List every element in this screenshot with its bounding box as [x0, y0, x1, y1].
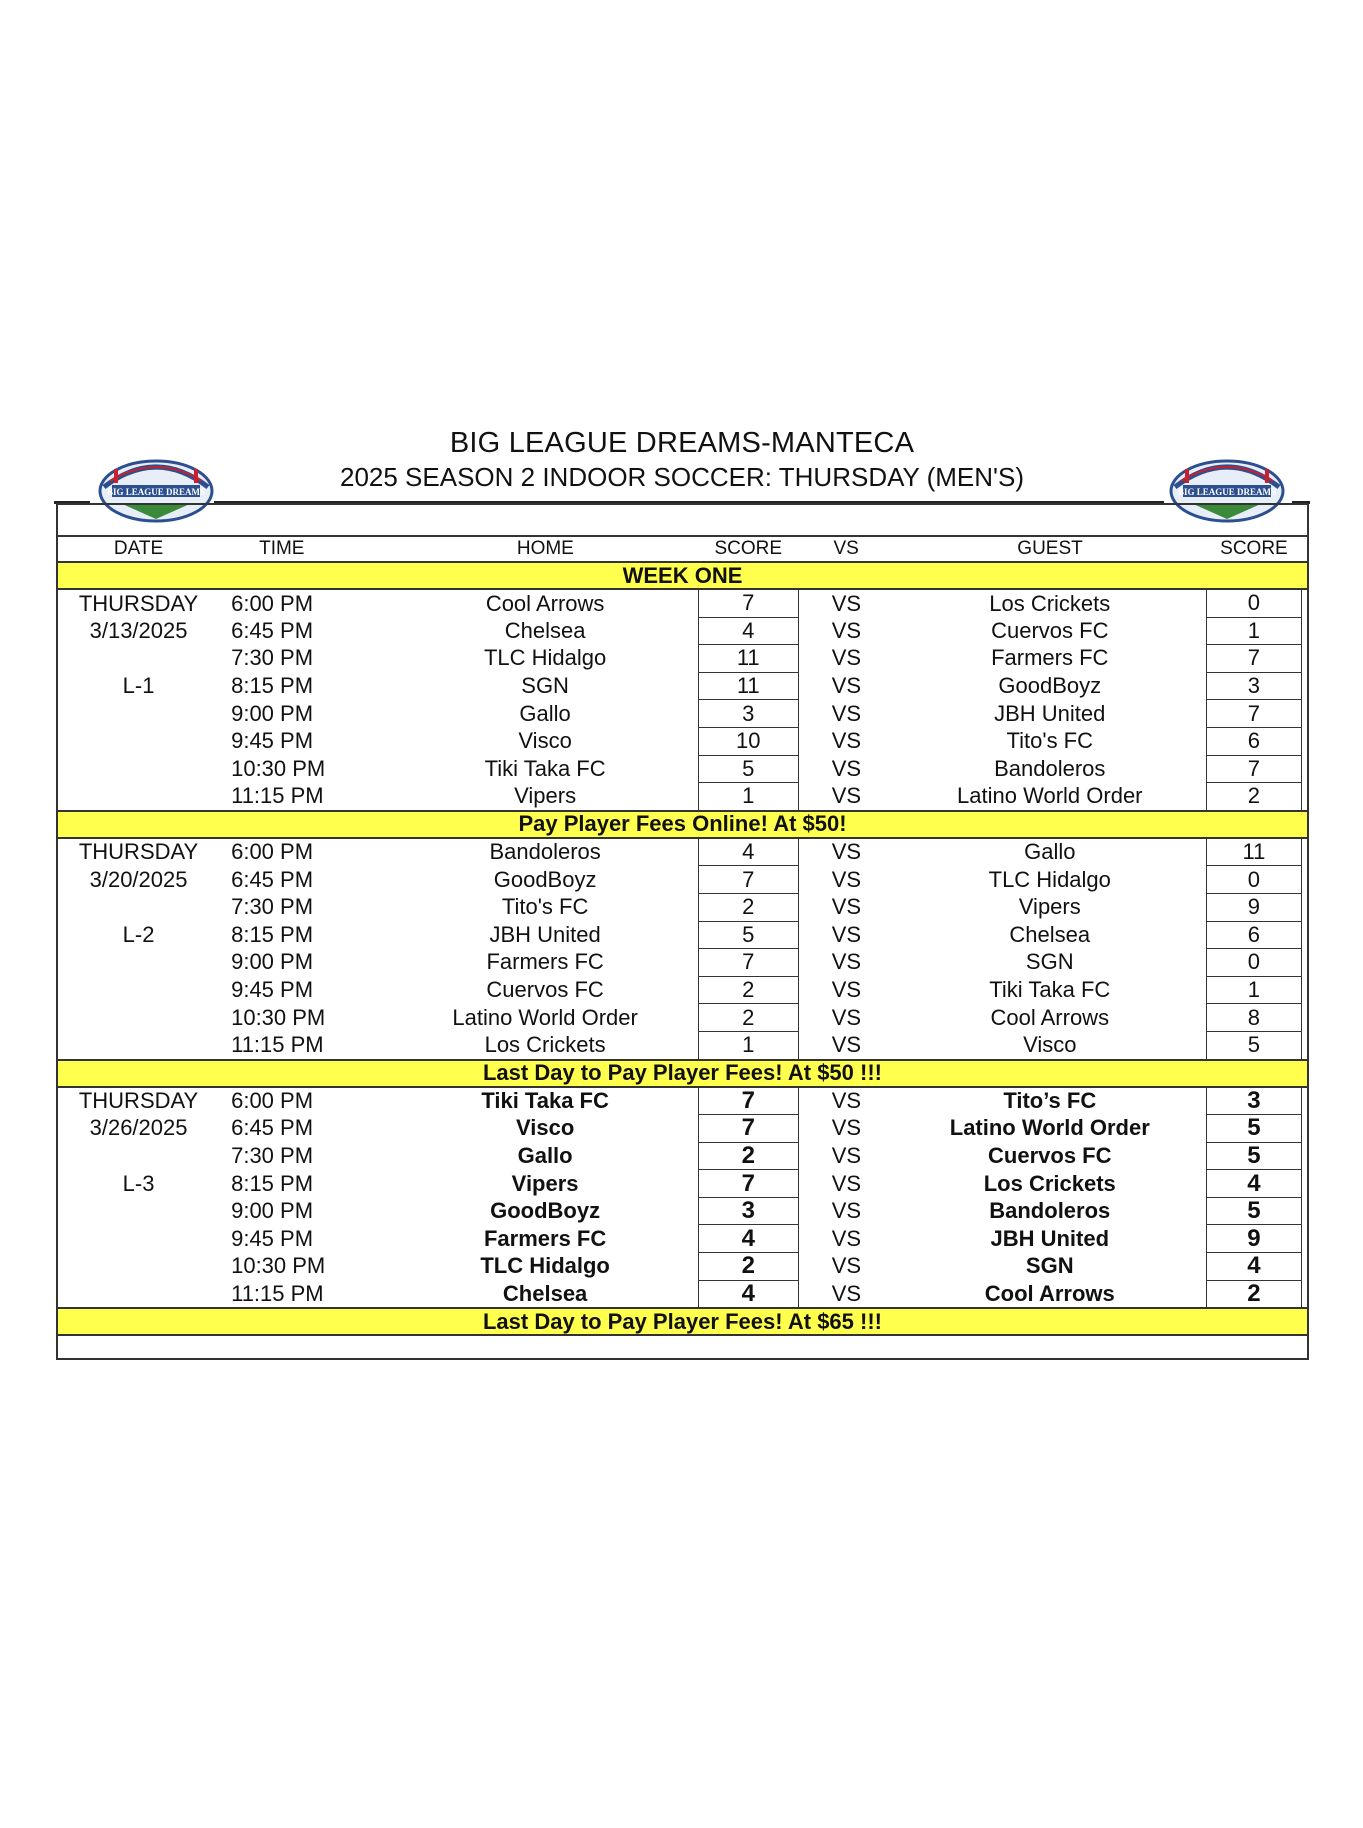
date-cell — [58, 1280, 219, 1308]
home-score: 2 — [698, 893, 798, 921]
vs-label: VS — [831, 866, 862, 892]
column-header-row — [58, 537, 1307, 562]
row-tail — [1302, 866, 1307, 894]
date-label: 3/13/2025 — [89, 617, 188, 643]
home-team: JBH United — [489, 921, 601, 947]
row-tail — [1302, 893, 1307, 921]
guest-team: SGN — [1025, 1253, 1074, 1279]
guest-score: 4 — [1206, 1170, 1302, 1198]
home-team: Cuervos FC — [486, 977, 604, 1003]
date-label: 3/20/2025 — [89, 866, 188, 892]
game-row — [58, 1253, 1307, 1281]
guest-score: 5 — [1206, 1197, 1302, 1225]
home-score: 10 — [698, 727, 798, 755]
guest-score: 0 — [1206, 866, 1302, 894]
guest-team: Gallo — [1024, 839, 1076, 865]
game-row — [58, 700, 1307, 728]
vs-label: VS — [831, 1280, 862, 1306]
game-row — [58, 589, 1307, 617]
guest-score: 5 — [1206, 1031, 1302, 1059]
vs-label: VS — [831, 645, 862, 671]
row-tail — [1302, 1031, 1307, 1059]
vs-label: VS — [831, 921, 862, 947]
guest-team: Latino World Order — [949, 1115, 1150, 1141]
home-team: Visco — [515, 1115, 575, 1141]
week-one-label: WEEK ONE — [58, 562, 1307, 589]
date-cell — [58, 1225, 219, 1253]
game-row — [58, 755, 1307, 783]
game-row — [58, 727, 1307, 755]
row-tail — [1302, 1280, 1307, 1308]
game-row — [58, 1142, 1307, 1170]
game-time: 11:15 PM — [231, 1031, 324, 1057]
vs-label: VS — [831, 1225, 862, 1251]
home-score: 3 — [698, 1197, 798, 1225]
row-tail — [1302, 1253, 1307, 1281]
home-score: 11 — [698, 672, 798, 700]
home-team: TLC Hidalgo — [483, 645, 607, 671]
game-time: 10:30 PM — [231, 755, 326, 781]
row-tail — [1302, 700, 1307, 728]
home-score: 1 — [698, 783, 798, 811]
home-team: Visco — [518, 728, 572, 754]
home-score: 4 — [698, 1225, 798, 1253]
home-score: 5 — [698, 921, 798, 949]
home-team: GoodBoyz — [490, 1198, 601, 1224]
game-time: 10:30 PM — [231, 1253, 326, 1279]
guest-team: Tiki Taka FC — [989, 977, 1111, 1003]
row-tail — [1302, 1170, 1307, 1198]
home-team: Gallo — [519, 700, 571, 726]
home-score: 3 — [698, 700, 798, 728]
home-team: Cool Arrows — [485, 590, 605, 616]
game-time: 9:45 PM — [231, 728, 314, 754]
home-score: 7 — [698, 1087, 798, 1115]
guest-team: Los Crickets — [989, 590, 1111, 616]
fee-banner — [58, 1060, 1307, 1087]
guest-score: 9 — [1206, 1225, 1302, 1253]
row-tail — [1302, 755, 1307, 783]
row-tail — [1302, 1225, 1307, 1253]
vs-label: VS — [831, 839, 862, 865]
schedule-table-frame — [56, 503, 1309, 1360]
home-score: 2 — [698, 1253, 798, 1281]
home-score: 4 — [698, 838, 798, 866]
date-cell — [58, 893, 219, 921]
row-tail — [1302, 1115, 1307, 1143]
guest-score: 7 — [1206, 700, 1302, 728]
guest-score: 8 — [1206, 1004, 1302, 1032]
date-cell — [58, 1253, 219, 1281]
vs-label: VS — [831, 1142, 862, 1168]
guest-score: 6 — [1206, 727, 1302, 755]
home-team: Chelsea — [504, 617, 586, 643]
vs-label: VS — [831, 1088, 862, 1114]
game-row — [58, 672, 1307, 700]
row-tail — [1302, 1087, 1307, 1115]
home-team: Gallo — [517, 1142, 573, 1168]
game-row — [58, 1225, 1307, 1253]
home-team: TLC Hidalgo — [480, 1253, 610, 1279]
guest-score: 1 — [1206, 617, 1302, 645]
guest-score: 0 — [1206, 589, 1302, 617]
vs-label: VS — [831, 728, 862, 754]
home-team: Farmers FC — [483, 1225, 607, 1251]
row-tail — [1302, 1197, 1307, 1225]
date-cell — [58, 755, 219, 783]
row-tail — [1302, 1142, 1307, 1170]
game-time: 6:00 PM — [231, 590, 314, 616]
home-score: 5 — [698, 755, 798, 783]
vs-label: VS — [831, 1170, 862, 1196]
home-team: Farmers FC — [486, 949, 604, 975]
guest-score: 7 — [1206, 755, 1302, 783]
date-cell — [58, 645, 219, 673]
vs-label: VS — [831, 1115, 862, 1141]
fee-banner-text: Last Day to Pay Player Fees! At $65 !!! — [58, 1308, 1307, 1335]
game-row — [58, 976, 1307, 1004]
fee-banner — [58, 811, 1307, 838]
game-row — [58, 1170, 1307, 1198]
row-tail — [1302, 645, 1307, 673]
home-team: Latino World Order — [452, 1004, 638, 1030]
date-cell — [58, 949, 219, 977]
guest-team: Vipers — [1018, 894, 1081, 920]
fee-banner-text: Last Day to Pay Player Fees! At $50 !!! — [58, 1060, 1307, 1087]
col-time: TIME — [259, 538, 305, 559]
row-tail — [1302, 672, 1307, 700]
guest-team: Tito's FC — [1006, 728, 1094, 754]
game-row — [58, 921, 1307, 949]
guest-score: 1 — [1206, 976, 1302, 1004]
home-score: 7 — [698, 949, 798, 977]
fee-banner-text: Pay Player Fees Online! At $50! — [58, 811, 1307, 838]
col-guest: GUEST — [1017, 538, 1083, 559]
row-tail — [1302, 838, 1307, 866]
home-team: Chelsea — [502, 1280, 588, 1306]
game-time: 7:30 PM — [231, 645, 314, 671]
guest-team: Los Crickets — [983, 1170, 1116, 1196]
date-label: 3/26/2025 — [89, 1115, 188, 1141]
date-cell — [58, 1197, 219, 1225]
col-date: DATE — [113, 538, 164, 559]
guest-team: JBH United — [990, 1225, 1110, 1251]
date-cell — [58, 700, 219, 728]
guest-score: 11 — [1206, 838, 1302, 866]
date-cell — [58, 976, 219, 1004]
vs-label: VS — [831, 1198, 862, 1224]
game-time: 11:15 PM — [231, 783, 324, 809]
game-row — [58, 1280, 1307, 1308]
home-score: 2 — [698, 976, 798, 1004]
vs-label: VS — [831, 673, 862, 699]
game-time: 7:30 PM — [231, 894, 314, 920]
game-row — [58, 1087, 1307, 1115]
guest-team: Bandoleros — [994, 755, 1106, 781]
vs-label: VS — [831, 783, 862, 809]
vs-label: VS — [831, 755, 862, 781]
guest-team: Cool Arrows — [990, 1004, 1110, 1030]
guest-team: Visco — [1023, 1031, 1077, 1057]
guest-team: Cool Arrows — [984, 1280, 1115, 1306]
game-row — [58, 866, 1307, 894]
home-score: 2 — [698, 1142, 798, 1170]
date-cell — [58, 1142, 219, 1170]
game-time: 8:15 PM — [231, 921, 314, 947]
home-score: 1 — [698, 1031, 798, 1059]
row-tail — [1302, 783, 1307, 811]
league-label: L-1 — [122, 673, 155, 699]
game-time: 7:30 PM — [231, 1142, 314, 1168]
row-tail — [1302, 976, 1307, 1004]
game-time: 6:00 PM — [231, 839, 314, 865]
league-label: L-2 — [122, 921, 155, 947]
title-block — [54, 425, 1310, 493]
home-team: Vipers — [514, 783, 577, 809]
fee-banner — [58, 1308, 1307, 1335]
date-cell — [58, 1004, 219, 1032]
game-row — [58, 617, 1307, 645]
row-tail — [1302, 1004, 1307, 1032]
guest-score: 3 — [1206, 1087, 1302, 1115]
home-team: SGN — [521, 673, 569, 699]
game-row — [58, 645, 1307, 673]
game-row — [58, 1031, 1307, 1059]
home-score: 11 — [698, 645, 798, 673]
league-label: L-3 — [122, 1170, 155, 1196]
page-subtitle: 2025 SEASON 2 INDOOR SOCCER: THURSDAY (MEN'S) — [339, 462, 1024, 492]
home-score: 7 — [698, 866, 798, 894]
row-tail — [1302, 727, 1307, 755]
game-row — [58, 1197, 1307, 1225]
guest-score: 5 — [1206, 1142, 1302, 1170]
home-score: 7 — [698, 1115, 798, 1143]
game-time: 9:00 PM — [231, 949, 314, 975]
vs-label: VS — [831, 700, 862, 726]
guest-team: SGN — [1025, 949, 1074, 975]
game-row — [58, 783, 1307, 811]
vs-label: VS — [831, 590, 862, 616]
guest-team: TLC Hidalgo — [988, 866, 1111, 892]
guest-score: 4 — [1206, 1253, 1302, 1281]
schedule-table — [58, 537, 1307, 1336]
game-time: 11:15 PM — [231, 1280, 324, 1306]
guest-team: Cuervos FC — [988, 1142, 1112, 1168]
vs-label: VS — [831, 949, 862, 975]
home-team: Bandoleros — [489, 839, 601, 865]
guest-score: 7 — [1206, 645, 1302, 673]
guest-score: 2 — [1206, 783, 1302, 811]
col-home-score: SCORE — [714, 538, 783, 559]
game-row — [58, 838, 1307, 866]
guest-team: Farmers FC — [991, 645, 1109, 671]
guest-score: 3 — [1206, 672, 1302, 700]
vs-label: VS — [831, 1004, 862, 1030]
vs-label: VS — [831, 1253, 862, 1279]
home-score: 4 — [698, 1280, 798, 1308]
game-time: 9:45 PM — [231, 1225, 314, 1251]
guest-score: 9 — [1206, 893, 1302, 921]
guest-team: Cuervos FC — [991, 617, 1109, 643]
guest-team: Bandoleros — [989, 1198, 1111, 1224]
game-time: 9:00 PM — [231, 1198, 314, 1224]
page-title: BIG LEAGUE DREAMS-MANTECA — [449, 427, 915, 459]
guest-score: 6 — [1206, 921, 1302, 949]
row-tail — [1302, 921, 1307, 949]
row-tail — [1302, 589, 1307, 617]
home-team: Tiki Taka FC — [484, 755, 606, 781]
blank-strip — [58, 505, 1307, 537]
game-time: 8:15 PM — [231, 1170, 314, 1196]
home-score: 7 — [698, 1170, 798, 1198]
home-score: 2 — [698, 1004, 798, 1032]
guest-score: 0 — [1206, 949, 1302, 977]
date-cell — [58, 727, 219, 755]
game-time: 6:45 PM — [231, 617, 314, 643]
guest-score: 2 — [1206, 1280, 1302, 1308]
vs-label: VS — [831, 977, 862, 1003]
guest-team: Chelsea — [1009, 921, 1091, 947]
logo-text: BIG LEAGUE DREAMS — [1177, 487, 1277, 497]
row-tail — [1302, 949, 1307, 977]
game-time: 6:45 PM — [231, 866, 314, 892]
game-row — [58, 949, 1307, 977]
vs-label: VS — [831, 1031, 862, 1057]
home-team: Los Crickets — [484, 1031, 606, 1057]
game-row — [58, 1004, 1307, 1032]
day-label: THURSDAY — [78, 590, 199, 616]
vs-label: VS — [831, 617, 862, 643]
guest-team: Latino World Order — [957, 783, 1143, 809]
date-cell — [58, 1031, 219, 1059]
guest-score: 5 — [1206, 1115, 1302, 1143]
home-team: Vipers — [511, 1170, 579, 1196]
col-home: HOME — [516, 538, 574, 559]
game-row — [58, 893, 1307, 921]
game-time: 6:00 PM — [231, 1088, 314, 1114]
row-tail — [1302, 617, 1307, 645]
home-team: Tiki Taka FC — [481, 1088, 609, 1114]
guest-team: JBH United — [994, 700, 1106, 726]
col-vs: VS — [833, 538, 859, 559]
game-row — [58, 1115, 1307, 1143]
home-score: 7 — [698, 589, 798, 617]
home-team: GoodBoyz — [493, 866, 597, 892]
guest-team: GoodBoyz — [998, 673, 1102, 699]
game-time: 9:00 PM — [231, 700, 314, 726]
home-team: Tito's FC — [501, 894, 589, 920]
logo-text: BIG LEAGUE DREAMS — [106, 487, 206, 497]
vs-label: VS — [831, 894, 862, 920]
game-time: 9:45 PM — [231, 977, 314, 1003]
game-time: 10:30 PM — [231, 1004, 326, 1030]
day-label: THURSDAY — [78, 839, 199, 865]
col-guest-score: SCORE — [1220, 538, 1288, 559]
home-score: 4 — [698, 617, 798, 645]
date-cell — [58, 783, 219, 811]
game-time: 6:45 PM — [231, 1115, 314, 1141]
week-one-banner — [58, 562, 1307, 589]
game-time: 8:15 PM — [231, 673, 314, 699]
day-label: THURSDAY — [78, 1088, 199, 1114]
guest-team: Tito’s FC — [1003, 1088, 1097, 1114]
